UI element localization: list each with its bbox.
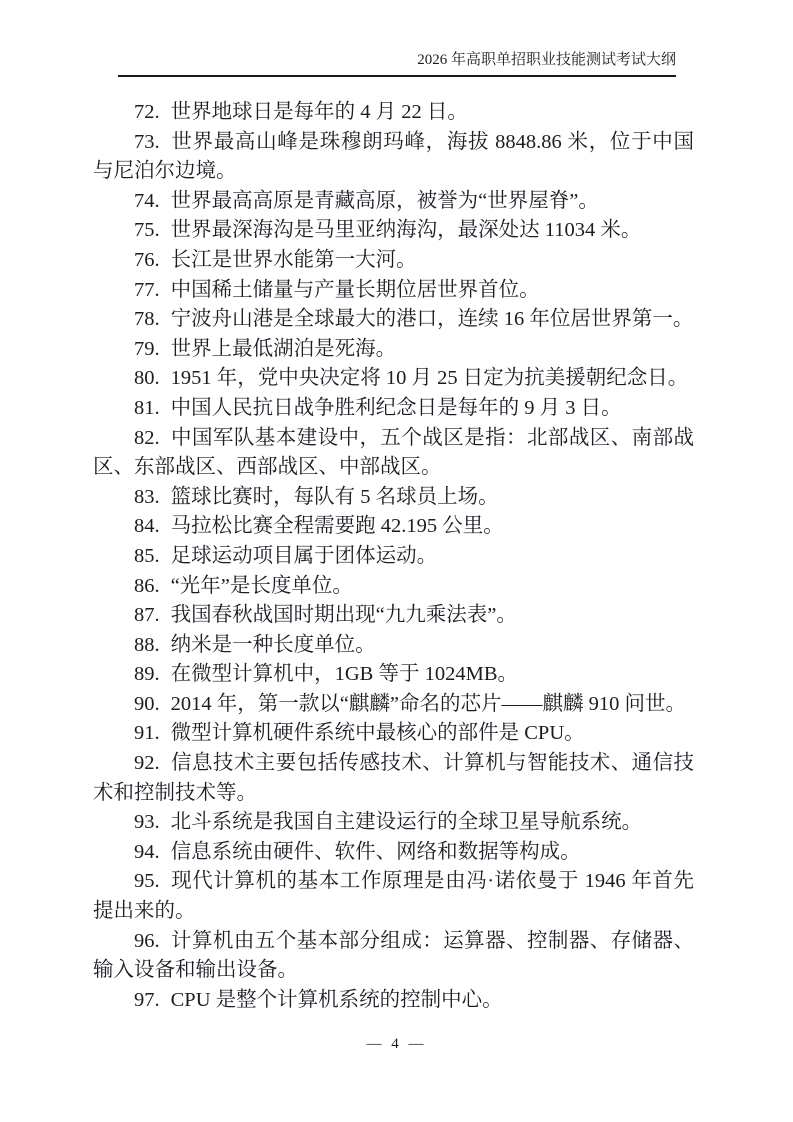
item-text: 世界地球日是每年的 4 月 22 日。 [170, 101, 468, 123]
list-item [93, 986, 694, 1016]
header-title: 2026 年高职单招职业技能测试考试大纲 [417, 52, 676, 68]
item-text: 中国人民抗日战争胜利纪念日是每年的 9 月 3 日。 [170, 396, 622, 419]
item-number: 88. [134, 633, 160, 656]
item-number: 92. [134, 752, 160, 775]
list-item [93, 276, 694, 306]
list-item [93, 483, 694, 513]
list-item [93, 512, 694, 542]
list-item [93, 601, 694, 631]
list-item [93, 749, 694, 808]
item-number: 78. [134, 308, 160, 331]
list-item [93, 364, 694, 394]
item-text: 纳米是一种长度单位。 [170, 633, 376, 656]
item-number: 72. [134, 101, 160, 123]
item-text: 我国春秋战国时期出现“九九乘法表”。 [170, 604, 517, 627]
item-number: 73. [134, 130, 160, 153]
item-number: 93. [134, 811, 160, 834]
list-item [93, 660, 694, 690]
item-text: 信息技术主要包括传感技术、计算机与智能技术、通信技术和控制技术等。 [93, 752, 694, 804]
list-item [93, 690, 694, 720]
item-text: 北斗系统是我国自主建设运行的全球卫星导航系统。 [170, 811, 643, 834]
item-text: 现代计算机的基本工作原理是由冯·诺依曼于 1946 年首先提出来的。 [93, 870, 694, 923]
list-item [93, 838, 694, 868]
list-item [93, 572, 694, 602]
item-text: 微型计算机硬件系统中最核心的部件是 CPU。 [170, 722, 585, 745]
item-text: 长江是世界水能第一大河。 [170, 248, 417, 271]
item-number: 81. [134, 396, 160, 419]
item-number: 96. [134, 929, 160, 952]
item-number: 90. [134, 692, 160, 715]
item-text: 1951 年，党中央决定将 10 月 25 日定为抗美援朝纪念日。 [170, 367, 689, 390]
item-number: 86. [134, 574, 160, 597]
item-text: 篮球比赛时，每队有 5 名球员上场。 [170, 485, 499, 508]
item-text: 世界最高山峰是珠穆朗玛峰，海拔 8848.86 米，位于中国与尼泊尔边境。 [93, 130, 694, 183]
list-item [93, 719, 694, 749]
list-item [93, 542, 694, 572]
item-number: 76. [134, 248, 160, 271]
item-number: 83. [134, 485, 160, 508]
item-text: “光年”是长度单位。 [170, 574, 353, 597]
list-item [93, 808, 694, 838]
page-header [118, 50, 676, 77]
fact-list [93, 98, 694, 1015]
item-text: 世界最深海沟是马里亚纳海沟，最深处达 11034 米。 [170, 219, 642, 242]
item-number: 75. [134, 219, 160, 242]
item-text: 2014 年，第一款以“麒麟”命名的芯片——麒麟 910 问世。 [170, 692, 686, 715]
item-text: CPU 是整个计算机系统的控制中心。 [170, 988, 503, 1011]
list-item [93, 128, 694, 187]
list-item [93, 927, 694, 986]
item-number: 97. [134, 988, 160, 1011]
item-number: 80. [134, 367, 160, 390]
item-number: 79. [134, 337, 160, 360]
list-item [93, 305, 694, 335]
item-text: 中国军队基本建设中，五个战区是指：北部战区、南部战区、东部战区、西部战区、中部战区。 [93, 426, 694, 479]
item-number: 94. [134, 840, 160, 863]
item-text: 中国稀土储量与产量长期位居世界首位。 [170, 278, 540, 301]
item-number: 95. [134, 870, 160, 893]
item-text: 信息系统由硬件、软件、网络和数据等构成。 [170, 840, 581, 863]
list-item [93, 394, 694, 424]
item-number: 91. [134, 722, 160, 745]
item-text: 宁波舟山港是全球最大的港口，连续 16 年位居世界第一。 [170, 308, 694, 331]
list-item [93, 187, 694, 217]
list-item [93, 424, 694, 483]
item-text: 马拉松比赛全程需要跑 42.195 公里。 [170, 515, 504, 538]
item-number: 74. [134, 189, 160, 212]
list-item [93, 867, 694, 926]
list-item [93, 216, 694, 246]
item-text: 世界上最低湖泊是死海。 [170, 337, 397, 360]
item-text: 在微型计算机中，1GB 等于 1024MB。 [170, 663, 519, 686]
list-item [93, 631, 694, 661]
list-item [93, 246, 694, 276]
item-number: 87. [134, 604, 160, 627]
list-item [93, 335, 694, 365]
item-number: 89. [134, 663, 160, 686]
item-number: 77. [134, 278, 160, 301]
item-text: 足球运动项目属于团体运动。 [170, 544, 438, 567]
item-number: 82. [134, 426, 160, 449]
item-text: 计算机由五个基本部分组成：运算器、控制器、存储器、输入设备和输出设备。 [93, 929, 694, 982]
item-number: 84. [134, 515, 160, 538]
item-number: 85. [134, 544, 160, 567]
page-footer [0, 1036, 793, 1053]
list-item [93, 98, 694, 128]
item-text: 世界最高高原是青藏高原，被誉为“世界屋脊”。 [170, 189, 599, 212]
page-number: — 4 — [366, 1036, 427, 1052]
